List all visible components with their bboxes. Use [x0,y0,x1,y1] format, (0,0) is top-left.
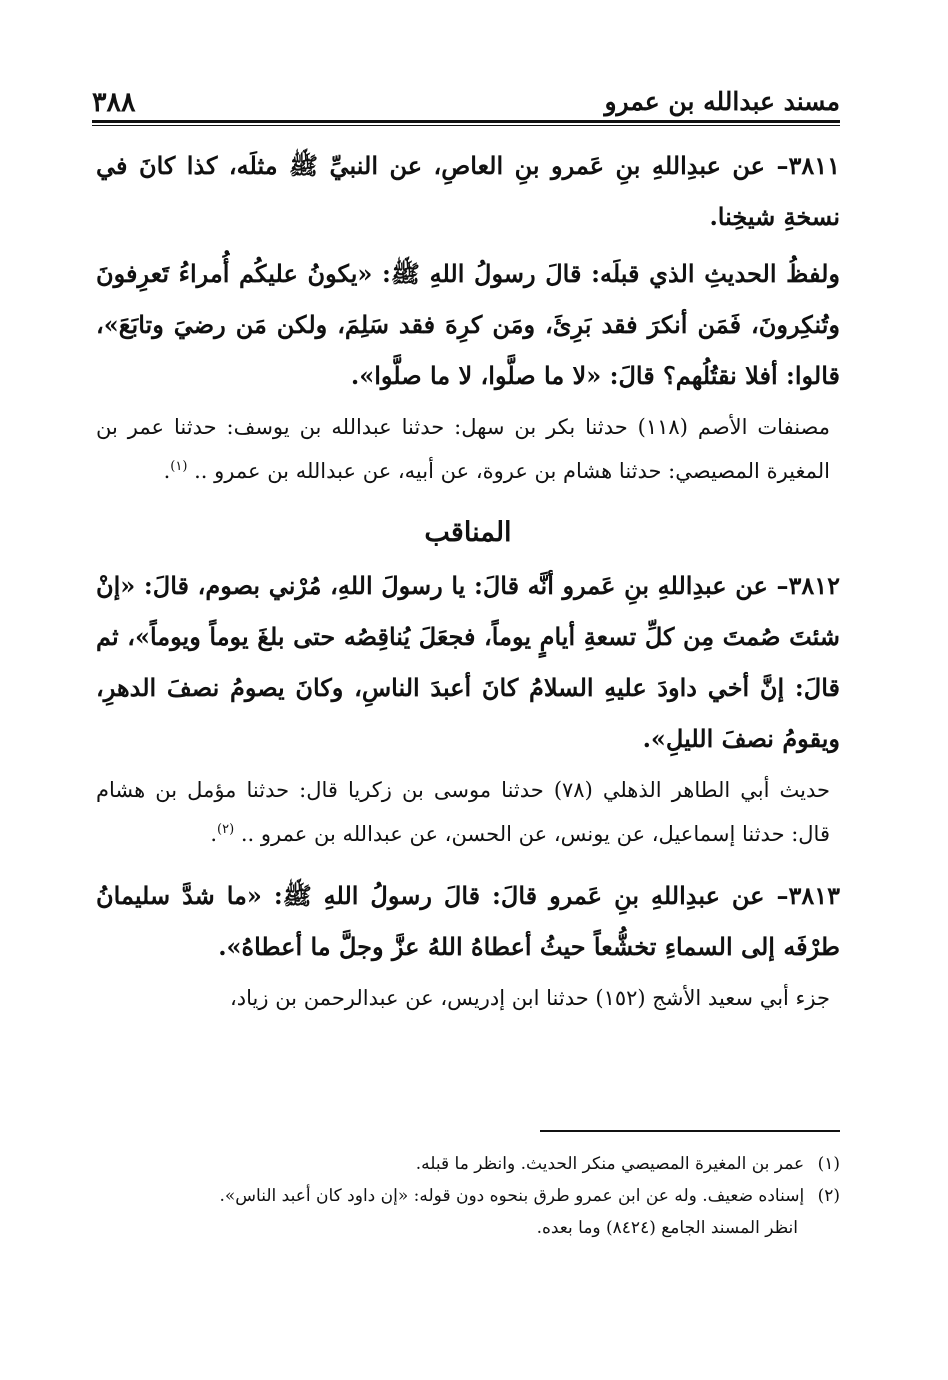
footnotes [96,1148,840,1244]
hadith-text: عن عبدِاللهِ بنِ عَمرو أنَّه قالَ: يا رسولَ اللهِ، مُرْني بصوم، قالَ: «إنْ شئتَ صُمتَ مِن كلِّ تسعةِ أيامٍ يوماً، فجعَلَ يُناقِصُه حتى بلغَ يوماً ويوماً»، ثم قالَ: إنَّ أخي داودَ عليهِ السلامُ كانَ أعبدَ الناسِ، وكانَ يصومُ نصفَ الدهرِ، ويقومُ نصفَ الليلِ». [96,571,840,753]
footnote-text: إسناده ضعيف. وله عن ابن عمرو طرق بنحوه دون قوله: «إن داود كان أعبد الناس». [219,1186,805,1206]
source-text: جزء أبي سعيد الأشج (١٥٢) حدثنا ابن إدريس، عن عبدالرحمن بن زياد، [230,986,830,1010]
hadith-text: عن عبدِاللهِ بنِ عَمرو قالَ: قالَ رسولُ اللهِ ﷺ: «ما شدَّ سليمانُ طرْفَه إلى السماءِ تخشُّعاً حيثُ أعطاهُ اللهُ عزَّ وجلَّ ما أعطاهُ». [96,881,840,961]
footnote-2-continued [96,1212,840,1244]
running-title: مسند عبدالله بن عمرو [604,87,840,116]
hadith-text: ولفظُ الحديثِ الذي قبلَه: قالَ رسولُ اللهِ ﷺ: «يكونُ عليكُم أُمراءُ تَعرِفونَ وتُنكِرونَ، فَمَن أنكرَ فقد بَرِئَ، ومَن كرِهَ فقد سَلِمَ، ولكن مَن رضيَ وتابَعَ»، قالوا: أفلا نقتُلُهم؟ قالَ: «لا ما صلَّوا، لا ما صلَّوا». [96,259,840,390]
footnote-ref: (١) [170,459,188,474]
hadith-number: ٣٨١٣– [776,881,840,910]
footnote-mark: (٢) [817,1186,840,1206]
hadith-text: عن عبدِاللهِ بنِ عَمرو بنِ العاصِ، عن النبيِّ ﷺ مثلَه، كذا كانَ في نسخةِ شيخِنا. [96,151,840,231]
footnote-rule [540,1130,840,1132]
page-header [92,86,840,123]
hadith-number: ٣٨١١– [776,151,840,180]
header-rule [92,125,840,126]
footnote-2 [96,1180,840,1212]
hadith-3813 [96,870,840,972]
footnote-mark: (١) [817,1154,840,1174]
footnote-text: انظر المسند الجامع (٨٤٢٤) وما بعده. [536,1218,798,1238]
page-number: ٣٨٨ [92,87,136,118]
footnote-ref: (٢) [217,822,235,837]
source-citation: مصنفات الأصم (١١٨) حدثنا بكر بن سهل: حدثنا عبدالله بن يوسف: حدثنا عمر بن المغيرة المصيصي: حدثنا هشام بن عروة، عن أبيه، عن عبدالله بن عمرو .. $^{(١)}$. [96,415,831,483]
page-body [96,140,840,1034]
hadith-3811 [96,140,840,242]
hadith-prior-wording [96,248,840,401]
source-citation: حديث أبي الطاهر الذهلي (٧٨) حدثنا موسى بن زكريا قال: حدثنا مؤمل بن هشام قال: حدثنا إسماعيل، عن يونس، عن الحسن، عن عبدالله بن عمرو .. $^{(٢)}$. [96,778,830,846]
hadith-3812 [96,560,840,764]
section-heading: المناقب [424,517,512,548]
source-text: حديث أبي الطاهر الذهلي (٧٨) حدثنا موسى بن زكريا قال: حدثنا مؤمل بن هشام قال: حدثنا إسماعيل، عن يونس، عن الحسن، عن عبدالله بن عمرو .. [96,778,830,846]
source-text: مصنفات الأصم (١١٨) حدثنا بكر بن سهل: حدثنا عبدالله بن يوسف: حدثنا عمر بن المغيرة المصيصي: حدثنا هشام بن عروة، عن أبيه، عن عبدالله بن عمرو .. [96,415,831,483]
source-citation [96,978,840,1018]
footnote-1 [96,1148,840,1180]
hadith-number: ٣٨١٢– [776,571,840,600]
footnote-text: عمر بن المغيرة المصيصي منكر الحديث. وانظر ما قبله. [415,1154,805,1174]
